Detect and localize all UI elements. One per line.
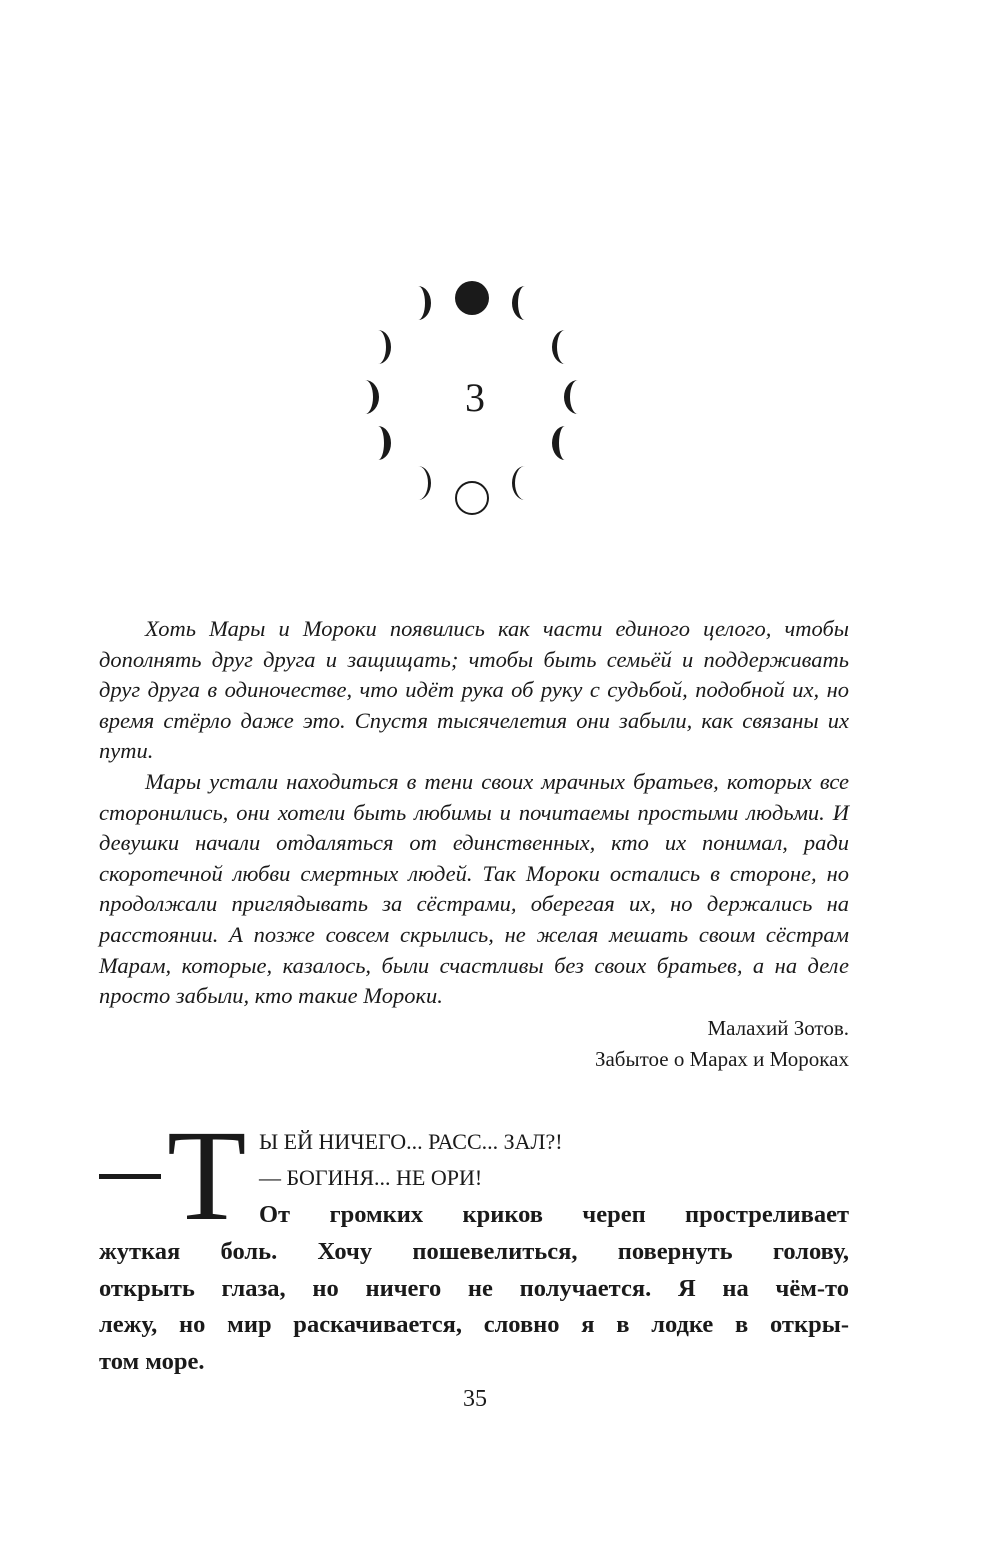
thin-crescent-moon-icon (512, 466, 525, 500)
chapter-number: 3 (465, 375, 485, 420)
body-line: — БОГИНЯ... НЕ ОРИ! (259, 1165, 483, 1190)
waning-gibbous-moon-icon (512, 286, 525, 320)
body-line: Ы ЕЙ НИЧЕГО... РАСС... ЗАЛ?! (259, 1129, 563, 1154)
epigraph (99, 614, 849, 1012)
body-line: жуткая боль. Хочу пошевелиться, повернуть голову, (99, 1238, 849, 1265)
waxing-crescent-moon-icon (378, 426, 391, 460)
body-line: открыть глаза, но ничего не получается. Я на чём-то (99, 1275, 849, 1302)
waning-crescent-moon-icon (552, 426, 565, 460)
epigraph-source: Забытое о Марах и Мороках (594, 1047, 849, 1071)
new-moon-icon (456, 482, 488, 514)
epigraph-attribution (450, 1013, 849, 1075)
epigraph-author: Малахий Зотов. (707, 1016, 849, 1040)
waxing-crescent-moon-icon (365, 380, 379, 414)
waxing-gibbous-moon-icon (418, 286, 431, 320)
body-line: том море. (99, 1348, 205, 1375)
waning-crescent-moon-icon (552, 330, 565, 364)
epigraph-paragraph: Хоть Мары и Мороки появились как части единого целого, чтобы дополнять друг друга и защищать; чтобы быть семьёй и поддерживать друг друга в одиночестве, что идёт рука об руку с судьбой, подобной их, но время стёрло даже это. Спустя тысячелетия они забыли, как связаны их пути. (99, 616, 849, 764)
dropcap-dash (99, 1174, 161, 1179)
full-moon-icon (455, 281, 489, 315)
epigraph-paragraph: Мары устали находиться в тени своих мрачных братьев, которых все сторонились, они хотели быть любимы и почитаемы простыми людьми. И девушки начали отдаляться от единственных, кто их понимал, ради скоротечной любви смертных людей. Так Мороки остались в стороне, но продолжали приглядывать за сёстрами, оберегая их, но держались на расстоянии. А позже совсем скрылись, не желая мешать своим сёстрам Марам, которые, казалось, были счастливы без своих братьев, а на деле просто забыли, кто такие Мороки. (99, 768, 849, 1009)
thin-crescent-moon-icon (418, 466, 431, 500)
body-line: От громких криков череп простреливает (259, 1201, 849, 1228)
waning-crescent-moon-icon (564, 380, 578, 414)
waxing-crescent-moon-icon (378, 330, 391, 364)
body-line: лежу, но мир раскачивается, словно я в лодке в откры- (99, 1311, 849, 1338)
dropcap-letter: Т (167, 1104, 247, 1248)
page-number: 35 (463, 1386, 487, 1412)
